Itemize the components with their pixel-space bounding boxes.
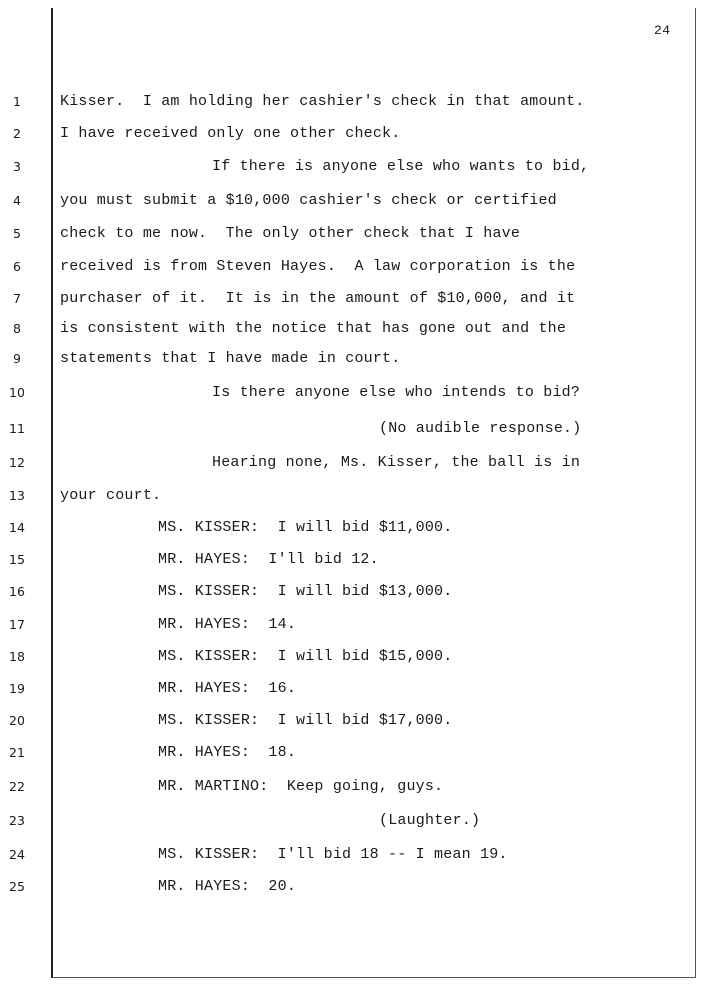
line-number: 25 xyxy=(9,879,25,894)
transcript-line: MS. KISSER: I will bid $11,000. xyxy=(158,519,453,536)
line-number: 5 xyxy=(13,226,21,241)
transcript-line: MR. HAYES: 16. xyxy=(158,680,297,697)
line-number: 8 xyxy=(13,321,21,336)
line-number: 9 xyxy=(13,351,21,366)
transcript-line: MR. HAYES: 14. xyxy=(158,616,297,633)
transcript-line: your court. xyxy=(60,487,162,504)
line-number: 20 xyxy=(9,713,25,728)
transcript-line: MR. HAYES: 18. xyxy=(158,744,297,761)
transcript-line: received is from Steven Hayes. A law corporation is the xyxy=(60,258,576,275)
line-number: 2 xyxy=(13,126,21,141)
transcript-line: If there is anyone else who wants to bid, xyxy=(212,158,590,175)
line-number: 4 xyxy=(13,193,21,208)
line-number: 23 xyxy=(9,813,25,828)
transcript-line: MS. KISSER: I will bid $15,000. xyxy=(158,648,453,665)
transcript-line: MS. KISSER: I will bid $17,000. xyxy=(158,712,453,729)
line-number: 17 xyxy=(9,617,25,632)
transcript-line: MR. HAYES: 20. xyxy=(158,878,297,895)
transcript-line: MR. MARTINO: Keep going, guys. xyxy=(158,778,444,795)
line-number: 10 xyxy=(9,385,25,400)
line-number: 12 xyxy=(9,455,25,470)
line-number: 1 xyxy=(13,94,21,109)
transcript-line: MS. KISSER: I'll bid 18 -- I mean 19. xyxy=(158,846,508,863)
transcript-line: (No audible response.) xyxy=(379,420,582,437)
transcript-line: Kisser. I am holding her cashier's check in that amount. xyxy=(60,93,585,110)
line-number: 13 xyxy=(9,488,25,503)
transcript-line: MR. HAYES: I'll bid 12. xyxy=(158,551,379,568)
line-number: 15 xyxy=(9,552,25,567)
transcript-line: check to me now. The only other check that I have xyxy=(60,225,521,242)
transcript-line: statements that I have made in court. xyxy=(60,350,401,367)
transcript-line: you must submit a $10,000 cashier's check or certified xyxy=(60,192,557,209)
transcript-line: purchaser of it. It is in the amount of $10,000, and it xyxy=(60,290,576,307)
line-number: 11 xyxy=(9,421,25,436)
line-number: 22 xyxy=(9,779,25,794)
transcript-line: (Laughter.) xyxy=(379,812,481,829)
page-number: 24 xyxy=(654,23,671,38)
line-number: 21 xyxy=(9,745,25,760)
line-number: 18 xyxy=(9,649,25,664)
transcript-line: Hearing none, Ms. Kisser, the ball is in xyxy=(212,454,581,471)
line-number: 3 xyxy=(13,159,21,174)
line-number: 6 xyxy=(13,259,21,274)
line-number: 16 xyxy=(9,584,25,599)
transcript-line: I have received only one other check. xyxy=(60,125,401,142)
line-number: 19 xyxy=(9,681,25,696)
transcript-line: MS. KISSER: I will bid $13,000. xyxy=(158,583,453,600)
line-number: 14 xyxy=(9,520,25,535)
line-number: 24 xyxy=(9,847,25,862)
transcript-line: is consistent with the notice that has gone out and the xyxy=(60,320,567,337)
line-number: 7 xyxy=(13,291,21,306)
transcript-line: Is there anyone else who intends to bid? xyxy=(212,384,581,401)
